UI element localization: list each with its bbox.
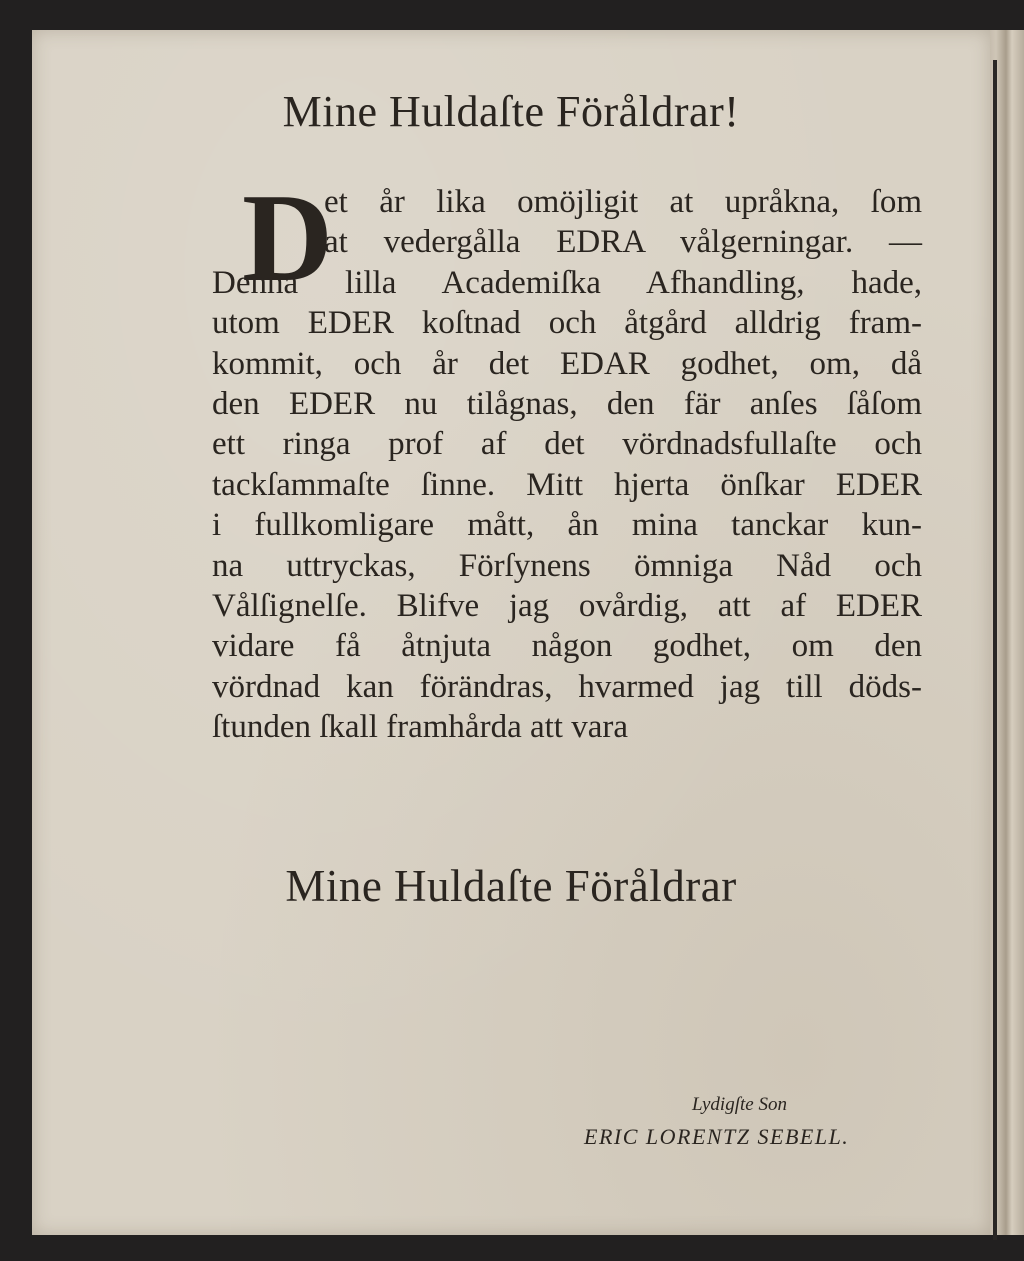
dedication-body	[212, 169, 922, 747]
page-gutter-line	[993, 60, 997, 1240]
text-line-9: i fullkomligare mått, ån mina tanckar kun-	[212, 507, 922, 544]
text-line-3: Denna lilla Academiſka Afhandling, hade,	[212, 264, 922, 301]
text-line-8: tackſammaſte ſinne. Mitt hjerta önſkar EDER	[212, 466, 922, 503]
dedication-heading: Mine Huldaſte Föråldrar!	[282, 87, 740, 136]
text-line-2: at vedergålla EDRA vålgerningar. —	[324, 224, 922, 261]
text-line-11: Vålſignelſe. Blifve jag ovårdig, att af EDER	[212, 587, 922, 624]
text-line-6: den EDER nu tilågnas, den fär anſes ſåſom	[212, 385, 922, 422]
closing-heading: Mine Huldaſte Föråldrar	[285, 861, 737, 911]
text-line-10: na uttryckas, Förſynens ömniga Nåd och	[212, 547, 922, 584]
drop-cap: D	[242, 169, 333, 308]
text-line-14: ſtunden ſkall framhårda att vara	[212, 709, 628, 746]
text-line-13: vördnad kan förändras, hvarmed jag till döds-	[212, 668, 922, 705]
text-line-1: et år lika omöjligit at upråkna, ſom	[324, 184, 922, 220]
adjacent-page-edge	[984, 30, 1024, 1235]
text-line-12: vidare få åtnjuta någon godhet, om den	[212, 628, 922, 665]
book-page	[32, 30, 990, 1235]
text-line-7: ett ringa prof af det vördnadsfullaſte och	[212, 426, 922, 463]
signature-name: ERIC LORENTZ SEBELL.	[584, 1124, 850, 1149]
text-line-4: utom EDER koſtnad och åtgård alldrig fram-	[212, 305, 922, 342]
signature-title: Lydigſte Son	[692, 1094, 787, 1115]
text-line-5: kommit, och år det EDAR godhet, om, då	[212, 345, 922, 382]
